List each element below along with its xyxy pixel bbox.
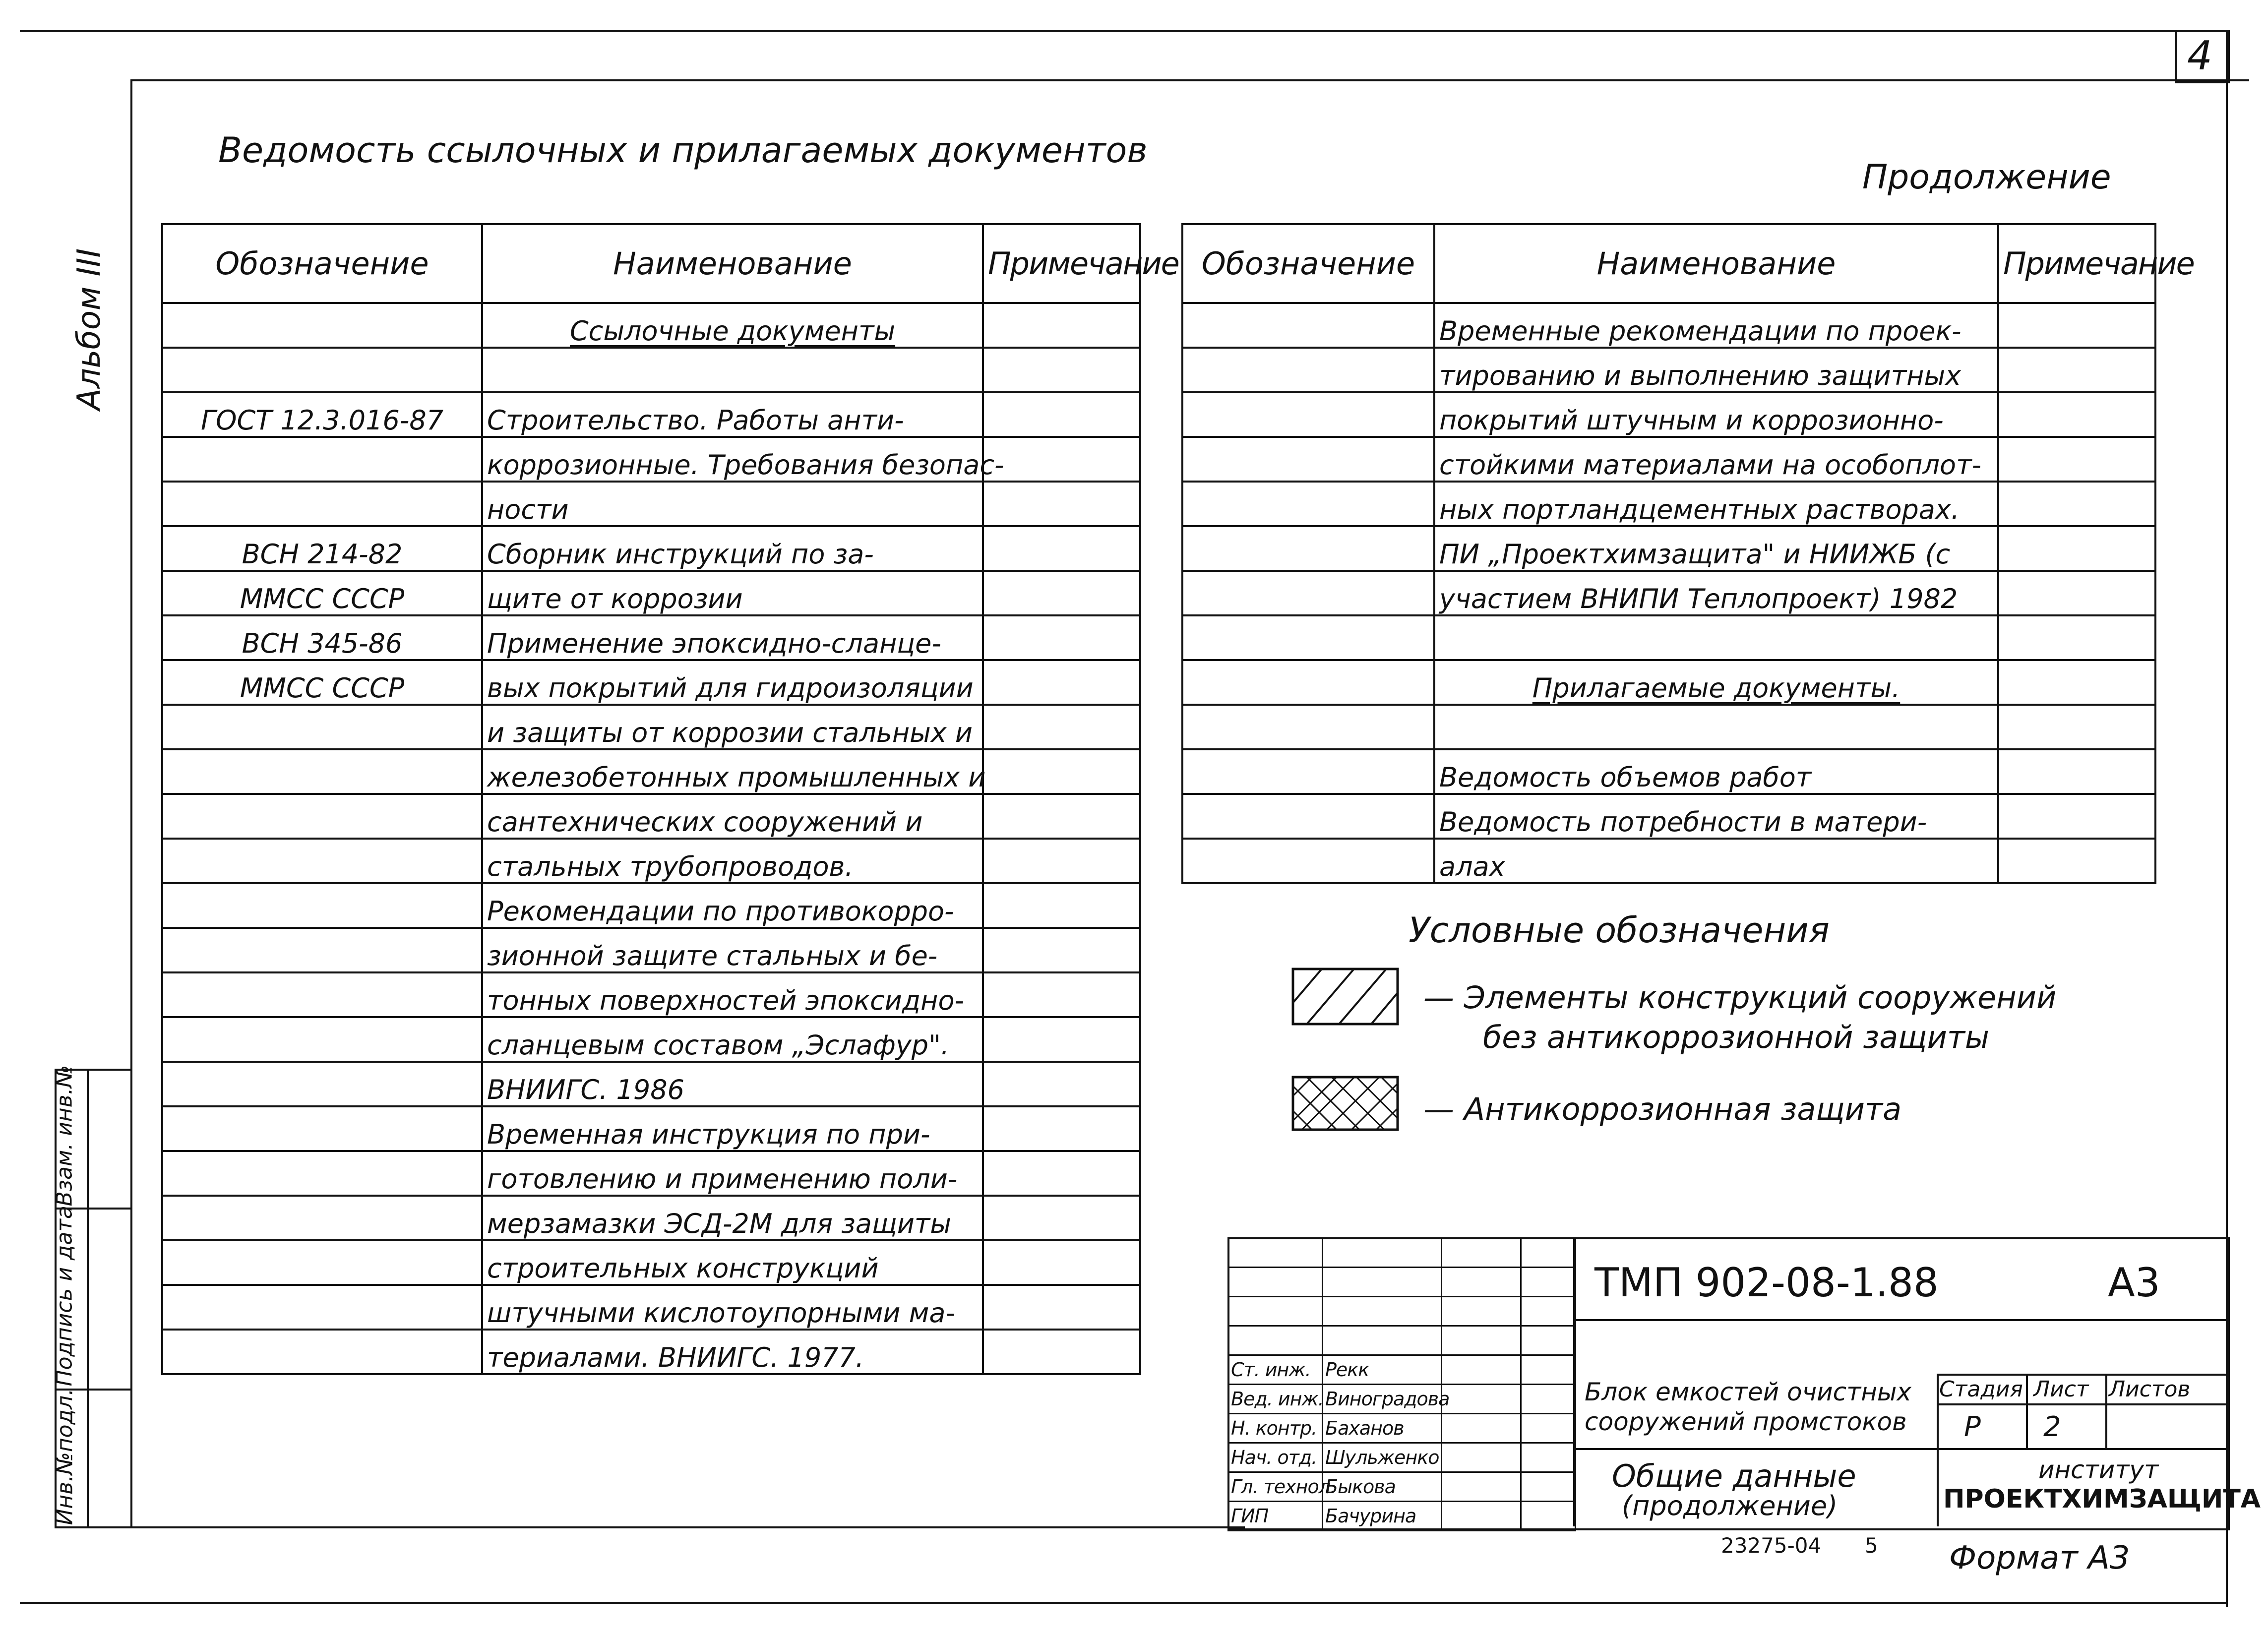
- revision-cell: [1442, 1326, 1521, 1355]
- signature-row: [1228, 1414, 1576, 1443]
- page-cut-line: [20, 1602, 2227, 1604]
- title-divider: [1937, 1374, 2226, 1376]
- table-row: [162, 660, 1140, 705]
- row-name: ности: [482, 482, 983, 526]
- row-name: [1434, 705, 1998, 749]
- row-designation: [162, 972, 482, 1017]
- row-name: ПИ „Проектхимзащита" и НИИЖБ (с: [1434, 526, 1998, 571]
- row-note: [983, 437, 1140, 482]
- title-divider: [1573, 1237, 1575, 1526]
- table-row: [162, 571, 1140, 615]
- row-note: [1998, 571, 2155, 615]
- row-designation: [1182, 526, 1434, 571]
- table-row: [1182, 482, 2155, 526]
- row-note: [983, 571, 1140, 615]
- row-name: железобетонных промышленных и: [482, 749, 983, 794]
- row-name: Сборник инструкций по за-: [482, 526, 983, 571]
- album-label: Альбом III: [71, 248, 108, 410]
- row-note: [1998, 482, 2155, 526]
- table-row: [1182, 705, 2155, 749]
- row-designation: [1182, 392, 1434, 437]
- frame-top-line: [131, 79, 2249, 81]
- row-note: [983, 1062, 1140, 1106]
- right-documents-table: [1181, 223, 2194, 884]
- signature-mark: [1442, 1355, 1521, 1385]
- format-label: Формат А3: [1949, 1540, 2130, 1576]
- row-note: [983, 482, 1140, 526]
- signature-mark: [1442, 1414, 1521, 1443]
- stage-label: Стадия: [1939, 1377, 2023, 1402]
- row-designation: [1182, 348, 1434, 392]
- row-note: [983, 839, 1140, 883]
- signature-name: Виноградова: [1323, 1385, 1442, 1414]
- row-designation: [162, 1285, 482, 1330]
- row-designation: [162, 928, 482, 972]
- row-name: Строительство. Работы анти-: [482, 392, 983, 437]
- row-name: териалами. ВНИИГС. 1977.: [482, 1330, 983, 1374]
- row-designation: ВСН 345-86: [162, 615, 482, 660]
- revision-cell: [1442, 1238, 1521, 1268]
- bottom-code: 23275-04: [1721, 1533, 1822, 1558]
- signature-role: Нач. отд.: [1228, 1443, 1323, 1472]
- row-note: [983, 705, 1140, 749]
- row-designation: [162, 705, 482, 749]
- row-name: тонных поверхностей эпоксидно-: [482, 972, 983, 1017]
- row-designation: [162, 1017, 482, 1062]
- revision-cell: [1323, 1297, 1442, 1326]
- row-name: Временные рекомендации по проек-: [1434, 303, 1998, 348]
- left-documents-table: [161, 223, 1179, 1375]
- signature-date: [1521, 1414, 1576, 1443]
- stage-value: Р: [1964, 1411, 1981, 1443]
- signature-name: Быкова: [1323, 1472, 1442, 1502]
- object-name-line-2: сооружений промстоков: [1585, 1407, 1907, 1436]
- signature-date: [1521, 1472, 1576, 1502]
- row-designation: [162, 749, 482, 794]
- row-note: [983, 1196, 1140, 1240]
- revision-cell: [1521, 1238, 1576, 1268]
- signature-date: [1521, 1355, 1576, 1385]
- signature-role: Н. контр.: [1228, 1414, 1323, 1443]
- row-name: коррозионные. Требования безопас-: [482, 437, 983, 482]
- table-row: [162, 437, 1140, 482]
- row-designation: ВСН 214-82: [162, 526, 482, 571]
- doc-title-line-1: Общие данные: [1612, 1458, 1856, 1494]
- row-name: ВНИИГС. 1986: [482, 1062, 983, 1106]
- table-row: [162, 348, 1140, 392]
- table-row: [1182, 615, 2155, 660]
- row-note: [983, 883, 1140, 928]
- row-designation: ГОСТ 12.3.016-87: [162, 392, 482, 437]
- signature-row: [1228, 1355, 1576, 1385]
- title-code: ТМП 902-08-1.88: [1594, 1260, 1939, 1306]
- row-designation: [162, 1196, 482, 1240]
- doc-title-line-2: (продолжение): [1622, 1490, 1838, 1521]
- revision-row: [1228, 1238, 1576, 1268]
- row-note: [1998, 392, 2155, 437]
- revision-row: [1228, 1326, 1576, 1355]
- row-name: [482, 348, 983, 392]
- row-note: [1998, 437, 2155, 482]
- row-note: [983, 303, 1140, 348]
- table-row: [162, 1330, 1140, 1374]
- table-row: [162, 1062, 1140, 1106]
- row-note: [983, 1151, 1140, 1196]
- signature-role: Ст. инж.: [1228, 1355, 1323, 1385]
- revision-cell: [1228, 1297, 1323, 1326]
- row-designation: [1182, 839, 1434, 883]
- signature-date: [1521, 1385, 1576, 1414]
- table-row: [162, 972, 1140, 1017]
- institute-label: институт: [2038, 1455, 2159, 1484]
- legend-title: Условные обозначения: [1409, 910, 1830, 951]
- revision-cell: [1323, 1238, 1442, 1268]
- signature-name: Бачурина: [1323, 1502, 1442, 1531]
- row-name: тированию и выполнению защитных: [1434, 348, 1998, 392]
- row-designation: [162, 437, 482, 482]
- table-row: [162, 749, 1140, 794]
- signature-row: [1228, 1443, 1576, 1472]
- table-row: [1182, 794, 2155, 839]
- signature-role: ГИП: [1228, 1502, 1323, 1531]
- row-note: [983, 1285, 1140, 1330]
- signature-row: [1228, 1472, 1576, 1502]
- revision-cell: [1228, 1326, 1323, 1355]
- row-note: [983, 1240, 1140, 1285]
- revision-cell: [1442, 1297, 1521, 1326]
- row-note: [983, 1017, 1140, 1062]
- row-name: сантехнических сооружений и: [482, 794, 983, 839]
- row-designation: [162, 1151, 482, 1196]
- table-row: [162, 705, 1140, 749]
- table-row: [1182, 437, 2155, 482]
- row-name: стойкими материалами на особоплот-: [1434, 437, 1998, 482]
- signature-mark: [1442, 1472, 1521, 1502]
- row-note: [983, 392, 1140, 437]
- title-divider: [2105, 1374, 2107, 1448]
- row-designation: [162, 482, 482, 526]
- revision-row: [1228, 1268, 1576, 1297]
- title-format-code: А3: [2108, 1260, 2160, 1306]
- signature-row: [1228, 1385, 1576, 1414]
- row-name: [1434, 615, 1998, 660]
- row-name: сланцевым составом „Эслафур".: [482, 1017, 983, 1062]
- row-name: стальных трубопроводов.: [482, 839, 983, 883]
- signature-name: Рекк: [1323, 1355, 1442, 1385]
- row-note: [1998, 303, 2155, 348]
- table-row: [162, 526, 1140, 571]
- row-designation: [1182, 571, 1434, 615]
- row-note: [1998, 705, 2155, 749]
- table-row: [162, 928, 1140, 972]
- revision-cell: [1521, 1326, 1576, 1355]
- row-designation: [1182, 705, 1434, 749]
- row-designation: [1182, 660, 1434, 705]
- row-note: [1998, 794, 2155, 839]
- row-name: и защиты от коррозии стальных и: [482, 705, 983, 749]
- continuation-label: Продолжение: [1862, 158, 2111, 197]
- revision-cell: [1323, 1268, 1442, 1297]
- row-designation: [162, 303, 482, 348]
- row-note: [983, 749, 1140, 794]
- row-designation: [1182, 615, 1434, 660]
- row-designation: ММСС СССР: [162, 660, 482, 705]
- row-name: щите от коррозии: [482, 571, 983, 615]
- row-designation: [162, 1240, 482, 1285]
- title-divider: [1937, 1374, 1939, 1526]
- revision-cell: [1442, 1268, 1521, 1297]
- signature-date: [1521, 1443, 1576, 1472]
- row-designation: [162, 1330, 482, 1374]
- sheet-label: Лист: [2033, 1377, 2089, 1402]
- table-row: [162, 1196, 1140, 1240]
- row-name: штучными кислотоупорными ма-: [482, 1285, 983, 1330]
- row-note: [1998, 660, 2155, 705]
- table-row: [162, 883, 1140, 928]
- title-divider: [2026, 1374, 2028, 1448]
- row-name: участием ВНИПИ Теплопроект) 1982: [1434, 571, 1998, 615]
- row-name: зионной защите стальных и бе-: [482, 928, 983, 972]
- table-row: [162, 482, 1140, 526]
- row-name: мерзамазки ЭСД-2М для защиты: [482, 1196, 983, 1240]
- table-row: [162, 1106, 1140, 1151]
- revision-cell: [1228, 1238, 1323, 1268]
- row-name: покрытий штучным и коррозионно-: [1434, 392, 1998, 437]
- table-row: [1182, 660, 2155, 705]
- row-designation: [162, 883, 482, 928]
- table-row: [162, 303, 1140, 348]
- signature-table: [1227, 1237, 1576, 1531]
- row-name: Рекомендации по противокорро-: [482, 883, 983, 928]
- header-designation: Обозначение: [1182, 224, 1434, 303]
- table-row: [1182, 526, 2155, 571]
- row-designation: [162, 1062, 482, 1106]
- table-row: [1182, 348, 2155, 392]
- row-designation: [1182, 749, 1434, 794]
- frame-left-line: [130, 79, 132, 1527]
- side-stamp-replace-inv: Взам. инв.№: [52, 1065, 77, 1207]
- row-designation: [1182, 437, 1434, 482]
- signature-date: [1521, 1502, 1576, 1531]
- row-note: [983, 660, 1140, 705]
- table-row: [162, 1151, 1140, 1196]
- signature-role: Гл. технол.: [1228, 1472, 1323, 1502]
- row-name: Ведомость объемов работ: [1434, 749, 1998, 794]
- table-row: [162, 839, 1140, 883]
- table-header-row: [1182, 224, 2155, 303]
- row-note: [1998, 526, 2155, 571]
- table-row: [162, 794, 1140, 839]
- row-note: [983, 794, 1140, 839]
- row-note: [1998, 749, 2155, 794]
- revision-cell: [1521, 1297, 1576, 1326]
- header-note: Примечание: [983, 224, 1140, 303]
- row-name: Ссылочные документы: [482, 303, 983, 348]
- row-name: готовлению и применению поли-: [482, 1151, 983, 1196]
- title-divider: [1937, 1403, 2226, 1405]
- signature-mark: [1442, 1502, 1521, 1531]
- header-name: Наименование: [482, 224, 983, 303]
- row-note: [1998, 348, 2155, 392]
- row-designation: [162, 839, 482, 883]
- legend-item-1-line-2: без антикоррозионной защиты: [1483, 1019, 1989, 1055]
- signature-name: Шульженко: [1323, 1443, 1442, 1472]
- row-note: [1998, 615, 2155, 660]
- row-name: Применение эпоксидно-сланце-: [482, 615, 983, 660]
- header-designation: Обозначение: [162, 224, 482, 303]
- row-note: [983, 972, 1140, 1017]
- page-number: 4: [2187, 33, 2212, 79]
- row-name: алах: [1434, 839, 1998, 883]
- table-row: [162, 615, 1140, 660]
- row-designation: [1182, 303, 1434, 348]
- sheets-label: Листов: [2109, 1377, 2191, 1402]
- bottom-num: 5: [1865, 1533, 1878, 1558]
- signature-role: Вед. инж.: [1228, 1385, 1323, 1414]
- row-designation: ММСС СССР: [162, 571, 482, 615]
- row-note: [983, 615, 1140, 660]
- table-header-row: [162, 224, 1140, 303]
- header-note: Примечание: [1998, 224, 2155, 303]
- revision-cell: [1228, 1268, 1323, 1297]
- row-name: Прилагаемые документы.: [1434, 660, 1998, 705]
- side-stamp-signature-date: Подпись и дата: [52, 1206, 77, 1387]
- row-note: [1998, 839, 2155, 883]
- row-note: [983, 928, 1140, 972]
- legend-item-1-line-1: — Элементы конструкций сооружений: [1423, 979, 2057, 1016]
- side-stamp-line: [87, 1069, 89, 1527]
- row-note: [983, 526, 1140, 571]
- header-name: Наименование: [1434, 224, 1998, 303]
- table-row: [1182, 303, 2155, 348]
- row-designation: [162, 1106, 482, 1151]
- row-name: Ведомость потребности в матери-: [1434, 794, 1998, 839]
- row-note: [983, 1330, 1140, 1374]
- revision-cell: [1323, 1326, 1442, 1355]
- signature-name: Баханов: [1323, 1414, 1442, 1443]
- object-name-line-1: Блок емкостей очистных: [1585, 1378, 1911, 1406]
- row-name: строительных конструкций: [482, 1240, 983, 1285]
- table-row: [1182, 749, 2155, 794]
- top-outer-line: [20, 30, 2227, 32]
- table-row: [1182, 839, 2155, 883]
- legend-item-2: — Антикоррозионная защита: [1423, 1091, 1902, 1127]
- table-row: [1182, 571, 2155, 615]
- side-stamp-inv-no: Инв.№подл.: [52, 1388, 78, 1525]
- row-designation: [1182, 794, 1434, 839]
- hatch-cross-icon: [1292, 1076, 1399, 1131]
- table-row: [162, 392, 1140, 437]
- row-designation: [1182, 482, 1434, 526]
- table-row: [162, 1240, 1140, 1285]
- revision-cell: [1521, 1268, 1576, 1297]
- row-name: ных портландцементных растворах.: [1434, 482, 1998, 526]
- row-name: вых покрытий для гидроизоляции: [482, 660, 983, 705]
- row-designation: [162, 348, 482, 392]
- frame-bottom-line: [55, 1526, 1245, 1528]
- title-divider: [1573, 1319, 2226, 1321]
- revision-row: [1228, 1297, 1576, 1326]
- table-row: [162, 1017, 1140, 1062]
- signature-mark: [1442, 1385, 1521, 1414]
- table-row: [1182, 392, 2155, 437]
- signature-mark: [1442, 1443, 1521, 1472]
- institute-name: ПРОЕКТХИМЗАЩИТА: [1943, 1484, 2261, 1514]
- row-designation: [162, 794, 482, 839]
- signature-row: [1228, 1502, 1576, 1531]
- table-row: [162, 1285, 1140, 1330]
- row-name: Временная инструкция по при-: [482, 1106, 983, 1151]
- row-note: [983, 348, 1140, 392]
- title-divider: [1573, 1448, 2226, 1450]
- sheet-value: 2: [2043, 1411, 2061, 1443]
- sheet-title: Ведомость ссылочных и прилагаемых документов: [218, 130, 1148, 171]
- row-note: [983, 1106, 1140, 1151]
- hatch-single-icon: [1292, 968, 1399, 1025]
